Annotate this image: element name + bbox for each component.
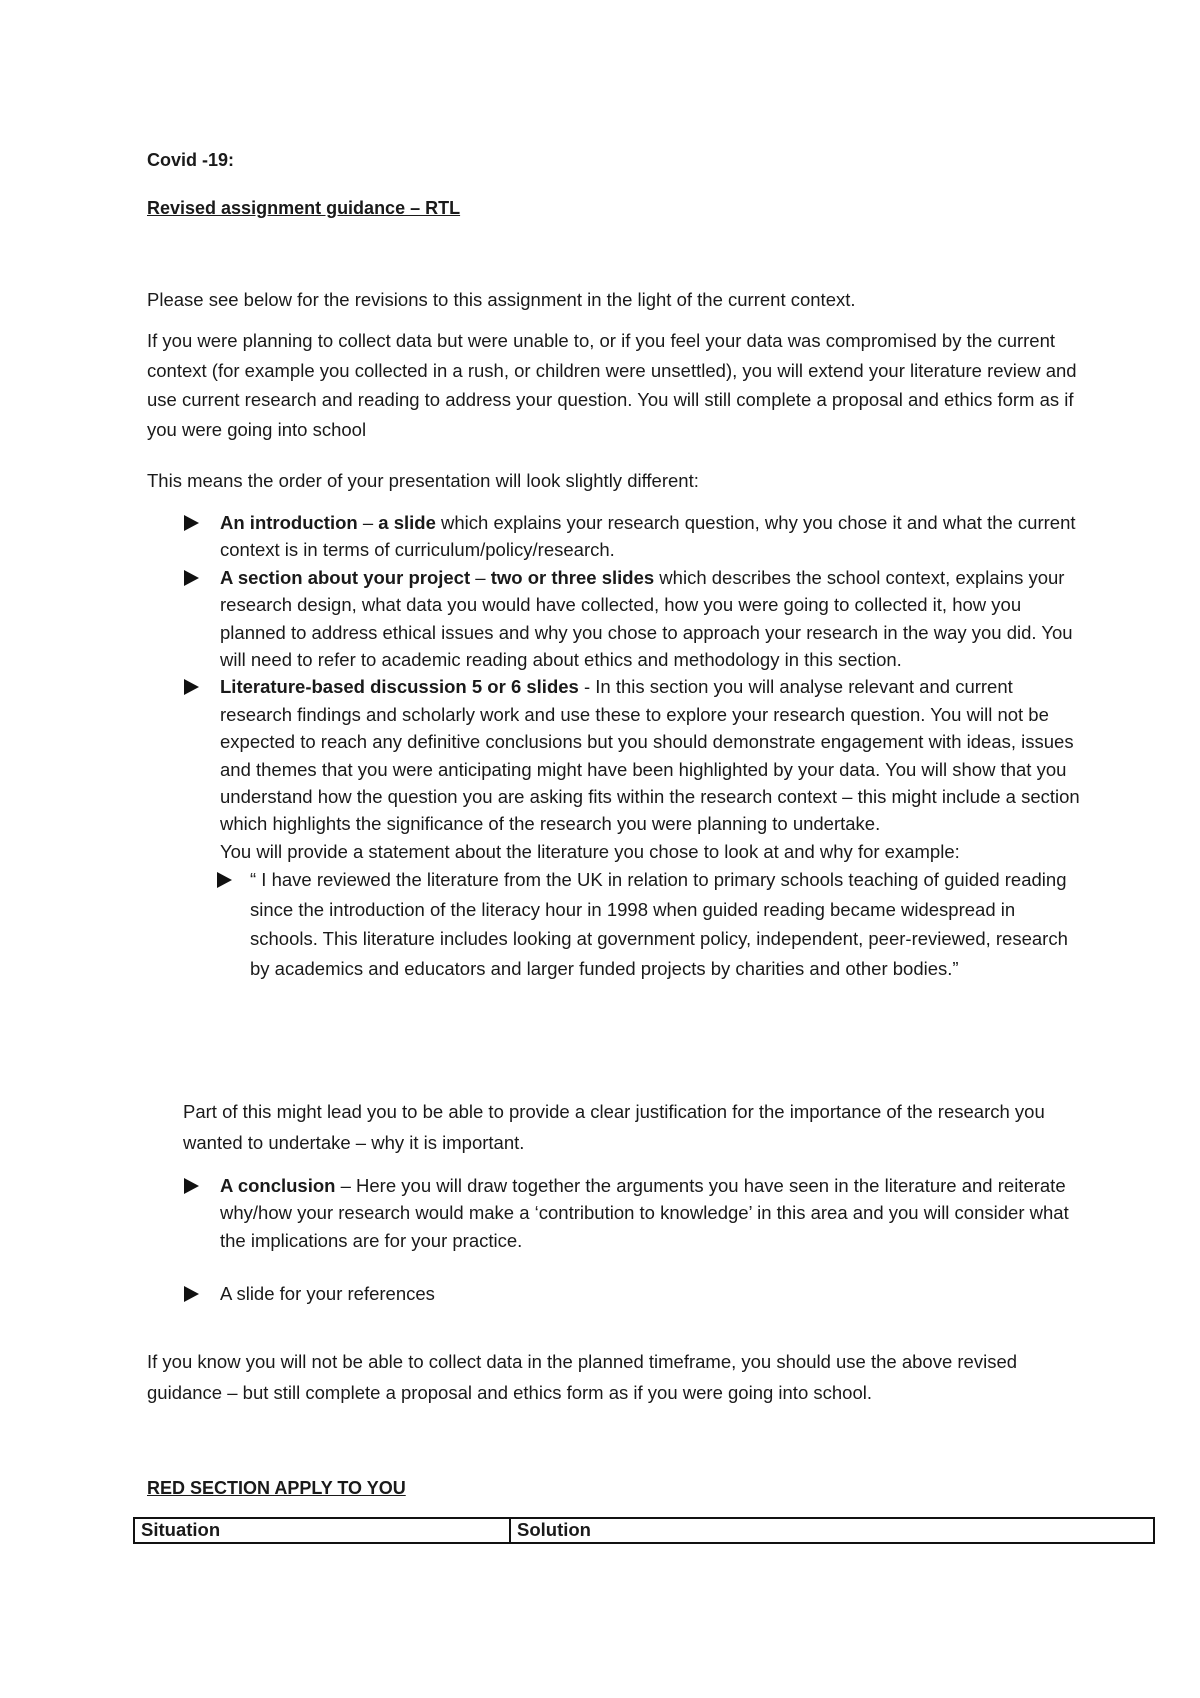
bullet-text: A slide for your references bbox=[220, 1283, 435, 1304]
part-of-paragraph: Part of this might lead you to be able to provide a clear justification for the importance of the research you wanted to undertake – why it is important. bbox=[183, 1101, 1045, 1153]
table-header-solution: Solution bbox=[510, 1518, 1154, 1543]
covid-heading: Covid -19: bbox=[147, 150, 235, 170]
bullet-bold-label-2: a slide bbox=[378, 512, 436, 533]
table-header-row bbox=[134, 1518, 1154, 1543]
presentation-structure-list bbox=[180, 509, 1080, 983]
list-item-conclusion bbox=[180, 1172, 1080, 1254]
conclusion-list bbox=[180, 1172, 1080, 1254]
bullet-bold-label: A conclusion bbox=[220, 1175, 336, 1196]
example-quote: “ I have reviewed the literature from the UK in relation to primary schools teaching of guided reading since the introduction of the literacy hour in 1998 when guided reading became widespread in schools. This literature includes looking at government policy, independent, peer-reviewed, research by academics and educators and larger funded projects by charities and other bodies.” bbox=[250, 869, 1068, 979]
list-item-references bbox=[180, 1280, 1080, 1307]
arrow-bullet-icon bbox=[184, 515, 199, 531]
red-section-heading: RED SECTION APPLY TO YOU bbox=[147, 1478, 406, 1498]
references-list bbox=[180, 1280, 1080, 1307]
bullet-text: which explains your research question, why you chose it and what the current context is in terms of curriculum/policy/research. bbox=[220, 512, 1076, 561]
bullet-dash: – bbox=[470, 566, 491, 588]
bullet-bold-label-2: two or three slides bbox=[490, 566, 655, 588]
literature-statement: You will provide a statement about the literature you chose to look at and why for example: bbox=[220, 840, 960, 862]
intro-paragraph: Please see below for the revisions to this assignment in the light of the current context. bbox=[147, 289, 856, 310]
main-paragraph: If you were planning to collect data but were unable to, or if you feel your data was compromised by the current context (for example you collected in a rush, or children were unsettled), you will extend your literature review and use current research and reading to address your question. You will still complete a proposal and ethics form as if you were going into school bbox=[147, 330, 1077, 440]
bullet-text: which describes the school context, explains your research design, what data you would have collected, how you were going to collected it, how you planned to address ethical issues and why you chose to approach your research in the way you did. You will need to refer to academic reading about ethics and methodology in this section. bbox=[220, 566, 1073, 671]
arrow-bullet-icon bbox=[184, 1286, 199, 1302]
final-paragraph: If you know you will not be able to collect data in the planned timeframe, you should use the above revised guidance – but still complete a proposal and ethics form as if you were going into school. bbox=[147, 1351, 1018, 1403]
arrow-bullet-icon bbox=[184, 570, 199, 586]
list-item-introduction bbox=[180, 509, 1080, 564]
bullet-bold-label: An introduction bbox=[220, 512, 358, 533]
table-header-situation: Situation bbox=[134, 1518, 510, 1543]
bullet-bold-label: A section about your project bbox=[220, 566, 471, 588]
situation-solution-table bbox=[133, 1517, 1155, 1544]
bullet-dash: – bbox=[357, 512, 379, 533]
list-item-literature-discussion bbox=[180, 673, 1080, 983]
document-title: Revised assignment guidance – RTL bbox=[147, 198, 461, 218]
bullet-bold-label: Literature-based discussion 5 or 6 slides bbox=[220, 676, 579, 698]
arrow-bullet-icon bbox=[217, 872, 232, 888]
bullet-text: - In this section you will analyse relevant and current research findings and scholarly work and use these to explore your research question. You will not be expected to reach any definitive conclusions but you should demonstrate engagement with ideas, issues and themes that you were anticipating might have been highlighted by your data. You will show that you understand how the question you are asking fits within the research context – this might include a section which highlights the significance of the research you were planning to undertake. bbox=[220, 676, 1080, 835]
arrow-bullet-icon bbox=[184, 679, 199, 695]
list-item-project-section bbox=[180, 564, 1080, 674]
order-paragraph: This means the order of your presentation will look slightly different: bbox=[147, 470, 699, 491]
example-quote-item bbox=[180, 865, 1080, 983]
bullet-text: – Here you will draw together the arguments you have seen in the literature and reiterate why/how your research would make a ‘contribution to knowledge’ in this area and you will consider what the implications are for your practice. bbox=[220, 1175, 1069, 1251]
arrow-bullet-icon bbox=[184, 1178, 199, 1194]
